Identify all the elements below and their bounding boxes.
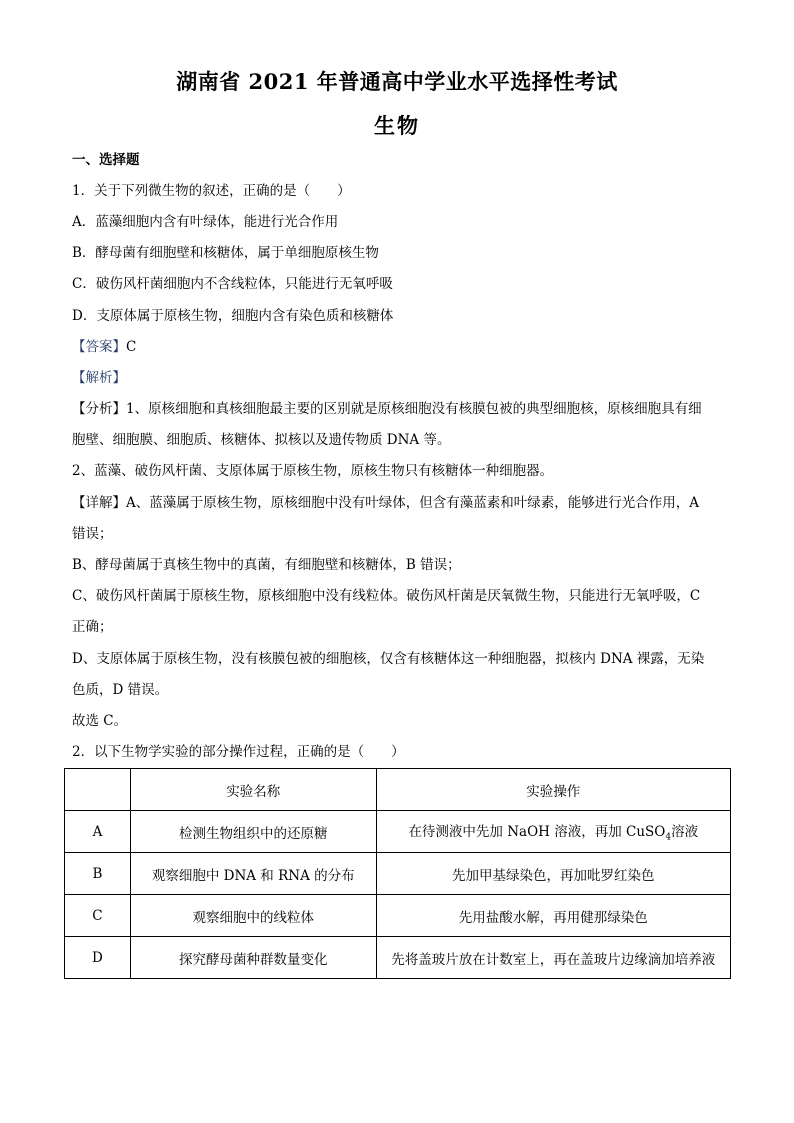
exam-title: 湖南省 2021 年普通高中学业水平选择性考试	[176, 69, 618, 94]
subject-title: 生物	[374, 113, 420, 138]
analysis-line: 错误；	[72, 526, 113, 542]
q1-answer	[72, 337, 732, 357]
table-row	[65, 811, 731, 853]
table-row	[65, 937, 731, 979]
row-label: A	[65, 811, 131, 853]
analysis-line: D、支原体属于原核生物，没有核膜包被的细胞核，仅含有核糖体这一种细胞器，拟核内 DNA 裸露，无染	[72, 651, 705, 667]
q1-option-a: A．蓝藻细胞内含有叶绿体，能进行光合作用	[72, 214, 339, 230]
table-header-row	[65, 769, 731, 811]
question-1-stem: 1．关于下列微生物的叙述，正确的是（ ）	[72, 183, 351, 199]
answer-tag: 【答案】	[72, 339, 126, 355]
analysis-line: 【详解】A、蓝藻属于原核生物，原核细胞中没有叶绿体，但含有藻蓝素和叶绿素，能够进行光合作用，A	[72, 495, 699, 511]
answer-value: C	[126, 339, 137, 355]
experiment-name: 观察细胞中 DNA 和 RNA 的分布	[130, 853, 376, 895]
experiment-operation: 在待测液中先加 NaOH 溶液，再加 CuSO$_4$溶液	[376, 811, 730, 853]
table-header-cell	[65, 769, 131, 811]
experiment-name: 检测生物组织中的还原糖	[130, 811, 376, 853]
analysis-line: 故选 C。	[72, 713, 128, 729]
q1-option-c: C．破伤风杆菌细胞内不含线粒体，只能进行无氧呼吸	[72, 276, 393, 292]
experiment-operation: 先将盖玻片放在计数室上，再在盖玻片边缘滴加培养液	[376, 937, 730, 979]
analysis-line: 色质，D 错误。	[72, 682, 169, 698]
table-header-cell: 实验操作	[376, 769, 730, 811]
analysis-line: 胞壁、细胞膜、细胞质、核糖体、拟核以及遗传物质 DNA 等。	[72, 432, 451, 448]
table-row	[65, 853, 731, 895]
q1-option-d: D．支原体属于原核生物，细胞内含有染色质和核糖体	[72, 308, 394, 324]
table-row	[65, 895, 731, 937]
experiment-name: 观察细胞中的线粒体	[130, 895, 376, 937]
analysis-tag: 【解析】	[72, 370, 126, 386]
section-heading: 一、选择题	[72, 152, 140, 168]
experiment-operation: 先加甲基绿染色，再加吡罗红染色	[376, 853, 730, 895]
question-2-stem: 2．以下生物学实验的部分操作过程，正确的是（ ）	[72, 744, 405, 760]
analysis-line: 【分析】1、原核细胞和真核细胞最主要的区别就是原核细胞没有核膜包被的典型细胞核，原核细胞具有细	[72, 401, 702, 417]
table-header-cell: 实验名称	[130, 769, 376, 811]
analysis-line: C、破伤风杆菌属于原核生物，原核细胞中没有线粒体。破伤风杆菌是厌氧微生物，只能进行无氧呼吸，C	[72, 588, 701, 604]
q1-option-b: B．酵母菌有细胞壁和核糖体，属于单细胞原核生物	[72, 245, 379, 261]
row-label: B	[65, 853, 131, 895]
analysis-line: 2、蓝藻、破伤风杆菌、支原体属于原核生物，原核生物只有核糖体一种细胞器。	[72, 463, 554, 479]
experiment-table	[64, 768, 731, 979]
experiment-name: 探究酵母菌种群数量变化	[130, 937, 376, 979]
analysis-line: 正确；	[72, 619, 113, 635]
row-label: D	[65, 937, 131, 979]
row-label: C	[65, 895, 131, 937]
analysis-line: B、酵母菌属于真核生物中的真菌，有细胞壁和核糖体，B 错误；	[72, 557, 461, 573]
experiment-operation: 先用盐酸水解，再用健那绿染色	[376, 895, 730, 937]
